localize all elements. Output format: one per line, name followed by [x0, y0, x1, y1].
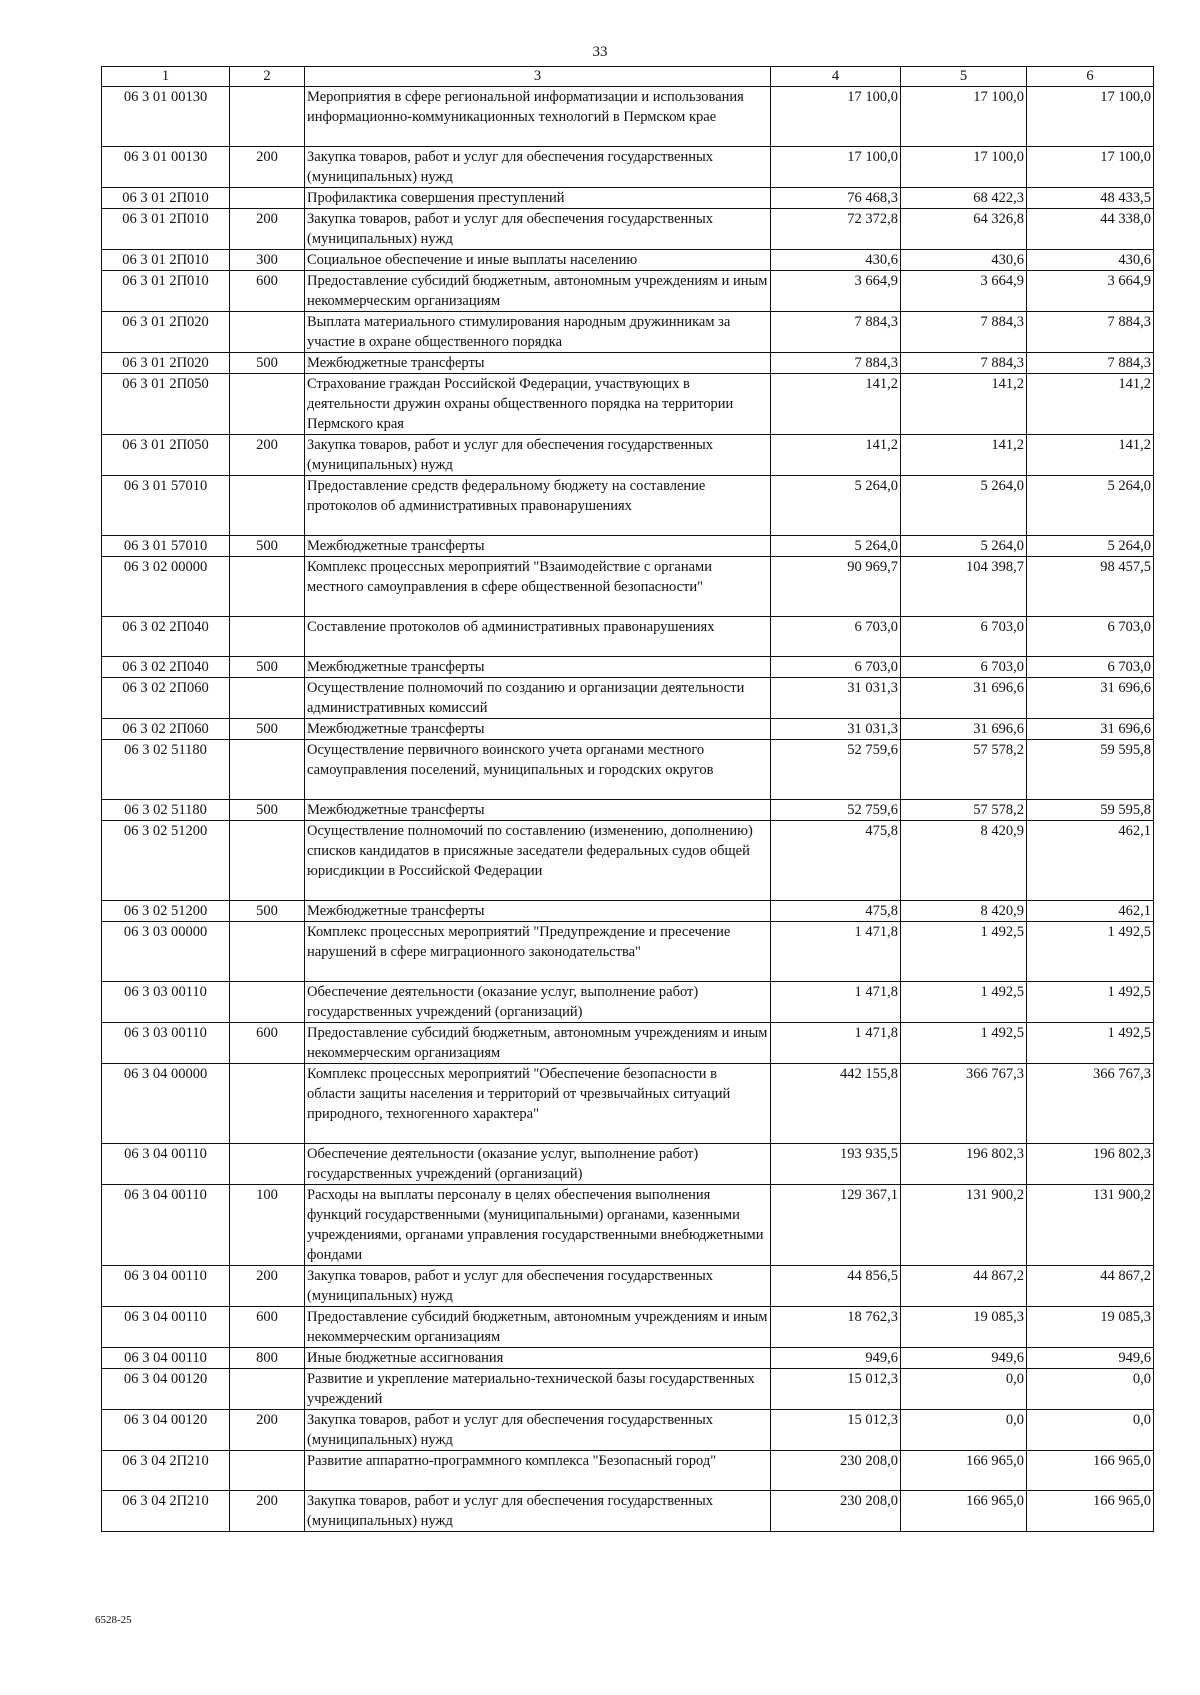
value-col6: 949,6 [1027, 1348, 1154, 1369]
value-col5: 6 703,0 [901, 657, 1027, 678]
value-col6: 59 595,8 [1027, 800, 1154, 821]
value-col6: 59 595,8 [1027, 740, 1154, 800]
expense-type [230, 312, 305, 353]
col-header-1: 1 [102, 67, 230, 87]
classification-code: 06 3 02 2П060 [102, 678, 230, 719]
classification-code: 06 3 01 2П050 [102, 435, 230, 476]
item-name: Социальное обеспечение и иные выплаты населению [305, 250, 771, 271]
budget-table-body [102, 87, 1154, 1532]
footer-code: 6528-25 [95, 1614, 132, 1626]
value-col6: 7 884,3 [1027, 353, 1154, 374]
table-row [102, 922, 1154, 982]
item-name: Межбюджетные трансферты [305, 353, 771, 374]
item-name: Расходы на выплаты персоналу в целях обеспечения выполнения функций государственными (муниципальными) органами, казенными учреждениями, органами управления государственными внебюджетными фондами [305, 1185, 771, 1266]
table-row [102, 1144, 1154, 1185]
value-col5: 31 696,6 [901, 678, 1027, 719]
table-row [102, 87, 1154, 147]
expense-type: 800 [230, 1348, 305, 1369]
expense-type: 500 [230, 657, 305, 678]
table-row [102, 982, 1154, 1023]
item-name: Межбюджетные трансферты [305, 901, 771, 922]
table-row [102, 374, 1154, 435]
col-header-3: 3 [305, 67, 771, 87]
value-col5: 1 492,5 [901, 922, 1027, 982]
value-col4: 230 208,0 [771, 1451, 901, 1491]
classification-code: 06 3 02 51200 [102, 821, 230, 901]
value-col6: 5 264,0 [1027, 536, 1154, 557]
item-name: Закупка товаров, работ и услуг для обеспечения государственных (муниципальных) нужд [305, 1491, 771, 1532]
col-header-2: 2 [230, 67, 305, 87]
value-col5: 64 326,8 [901, 209, 1027, 250]
item-name: Закупка товаров, работ и услуг для обеспечения государственных (муниципальных) нужд [305, 435, 771, 476]
table-row [102, 678, 1154, 719]
value-col5: 0,0 [901, 1369, 1027, 1410]
table-row [102, 1369, 1154, 1410]
value-col4: 475,8 [771, 901, 901, 922]
expense-type [230, 740, 305, 800]
value-col4: 1 471,8 [771, 1023, 901, 1064]
value-col5: 141,2 [901, 435, 1027, 476]
value-col4: 6 703,0 [771, 617, 901, 657]
item-name: Иные бюджетные ассигнования [305, 1348, 771, 1369]
table-row [102, 1491, 1154, 1532]
table-header-row [102, 67, 1154, 87]
classification-code: 06 3 02 51180 [102, 800, 230, 821]
item-name: Осуществление первичного воинского учета органами местного самоуправления поселений, муниципальных и городских округов [305, 740, 771, 800]
expense-type [230, 1144, 305, 1185]
value-col6: 462,1 [1027, 901, 1154, 922]
expense-type [230, 1064, 305, 1144]
expense-type [230, 374, 305, 435]
item-name: Мероприятия в сфере региональной информатизации и использования информационно-коммуникационных технологий в Пермском крае [305, 87, 771, 147]
value-col5: 5 264,0 [901, 536, 1027, 557]
value-col6: 0,0 [1027, 1410, 1154, 1451]
item-name: Закупка товаров, работ и услуг для обеспечения государственных (муниципальных) нужд [305, 1410, 771, 1451]
table-row [102, 1185, 1154, 1266]
item-name: Межбюджетные трансферты [305, 657, 771, 678]
classification-code: 06 3 04 00110 [102, 1307, 230, 1348]
classification-code: 06 3 03 00110 [102, 1023, 230, 1064]
item-name: Профилактика совершения преступлений [305, 188, 771, 209]
page-number: 33 [592, 44, 608, 60]
value-col4: 141,2 [771, 435, 901, 476]
item-name: Составление протоколов об административных правонарушениях [305, 617, 771, 657]
value-col4: 5 264,0 [771, 476, 901, 536]
item-name: Закупка товаров, работ и услуг для обеспечения государственных (муниципальных) нужд [305, 1266, 771, 1307]
value-col5: 7 884,3 [901, 312, 1027, 353]
table-row [102, 1451, 1154, 1491]
value-col6: 366 767,3 [1027, 1064, 1154, 1144]
item-name: Страхование граждан Российской Федерации, участвующих в деятельности дружин охраны общественного порядка на территории Пермского края [305, 374, 771, 435]
value-col5: 141,2 [901, 374, 1027, 435]
table-row [102, 536, 1154, 557]
table-row [102, 271, 1154, 312]
value-col4: 1 471,8 [771, 982, 901, 1023]
table-row [102, 557, 1154, 617]
item-name: Осуществление полномочий по составлению (изменению, дополнению) списков кандидатов в присяжные заседатели федеральных судов общей юрисдикции в Российской Федерации [305, 821, 771, 901]
col-header-4: 4 [771, 67, 901, 87]
value-col5: 104 398,7 [901, 557, 1027, 617]
expense-type: 100 [230, 1185, 305, 1266]
table-row [102, 1410, 1154, 1451]
item-name: Закупка товаров, работ и услуг для обеспечения государственных (муниципальных) нужд [305, 147, 771, 188]
classification-code: 06 3 02 2П040 [102, 617, 230, 657]
item-name: Предоставление средств федеральному бюджету на составление протоколов об административных правонарушениях [305, 476, 771, 536]
value-col4: 442 155,8 [771, 1064, 901, 1144]
table-row [102, 250, 1154, 271]
value-col4: 76 468,3 [771, 188, 901, 209]
value-col4: 52 759,6 [771, 800, 901, 821]
value-col6: 430,6 [1027, 250, 1154, 271]
item-name: Комплекс процессных мероприятий "Обеспечение безопасности в области защиты населения и территорий от чрезвычайных ситуаций природного, техногенного характера" [305, 1064, 771, 1144]
value-col5: 8 420,9 [901, 821, 1027, 901]
value-col6: 166 965,0 [1027, 1491, 1154, 1532]
expense-type: 200 [230, 1491, 305, 1532]
value-col4: 475,8 [771, 821, 901, 901]
item-name: Выплата материального стимулирования народным дружинникам за участие в охране общественного порядка [305, 312, 771, 353]
table-row [102, 476, 1154, 536]
value-col6: 3 664,9 [1027, 271, 1154, 312]
table-row [102, 147, 1154, 188]
value-col6: 17 100,0 [1027, 87, 1154, 147]
table-row [102, 1348, 1154, 1369]
value-col6: 1 492,5 [1027, 922, 1154, 982]
value-col5: 1 492,5 [901, 982, 1027, 1023]
item-name: Комплекс процессных мероприятий "Предупреждение и пресечение нарушений в сфере миграционного законодательства" [305, 922, 771, 982]
value-col6: 98 457,5 [1027, 557, 1154, 617]
value-col5: 7 884,3 [901, 353, 1027, 374]
expense-type: 500 [230, 719, 305, 740]
value-col5: 166 965,0 [901, 1491, 1027, 1532]
expense-type: 600 [230, 1023, 305, 1064]
table-row [102, 617, 1154, 657]
expense-type [230, 1369, 305, 1410]
value-col4: 7 884,3 [771, 353, 901, 374]
expense-type [230, 922, 305, 982]
table-row [102, 740, 1154, 800]
table-row [102, 435, 1154, 476]
expense-type: 600 [230, 271, 305, 312]
expense-type: 200 [230, 1266, 305, 1307]
expense-type: 600 [230, 1307, 305, 1348]
value-col6: 44 338,0 [1027, 209, 1154, 250]
value-col6: 1 492,5 [1027, 1023, 1154, 1064]
table-row [102, 719, 1154, 740]
value-col5: 19 085,3 [901, 1307, 1027, 1348]
expense-type [230, 678, 305, 719]
value-col6: 141,2 [1027, 374, 1154, 435]
classification-code: 06 3 01 2П020 [102, 353, 230, 374]
value-col6: 166 965,0 [1027, 1451, 1154, 1491]
classification-code: 06 3 01 00130 [102, 87, 230, 147]
classification-code: 06 3 01 2П020 [102, 312, 230, 353]
value-col4: 141,2 [771, 374, 901, 435]
value-col4: 72 372,8 [771, 209, 901, 250]
value-col6: 462,1 [1027, 821, 1154, 901]
value-col6: 196 802,3 [1027, 1144, 1154, 1185]
value-col4: 31 031,3 [771, 719, 901, 740]
value-col6: 31 696,6 [1027, 719, 1154, 740]
table-row [102, 1307, 1154, 1348]
value-col5: 949,6 [901, 1348, 1027, 1369]
value-col5: 44 867,2 [901, 1266, 1027, 1307]
value-col4: 430,6 [771, 250, 901, 271]
expense-type: 200 [230, 209, 305, 250]
item-name: Межбюджетные трансферты [305, 800, 771, 821]
classification-code: 06 3 04 00120 [102, 1369, 230, 1410]
value-col5: 57 578,2 [901, 800, 1027, 821]
table-row [102, 312, 1154, 353]
item-name: Обеспечение деятельности (оказание услуг, выполнение работ) государственных учреждений (организаций) [305, 1144, 771, 1185]
classification-code: 06 3 04 2П210 [102, 1491, 230, 1532]
expense-type [230, 87, 305, 147]
item-name: Закупка товаров, работ и услуг для обеспечения государственных (муниципальных) нужд [305, 209, 771, 250]
value-col5: 57 578,2 [901, 740, 1027, 800]
value-col4: 129 367,1 [771, 1185, 901, 1266]
value-col6: 31 696,6 [1027, 678, 1154, 719]
item-name: Развитие аппаратно-программного комплекса "Безопасный город" [305, 1451, 771, 1491]
expense-type: 500 [230, 800, 305, 821]
value-col6: 48 433,5 [1027, 188, 1154, 209]
value-col6: 0,0 [1027, 1369, 1154, 1410]
value-col5: 3 664,9 [901, 271, 1027, 312]
classification-code: 06 3 04 00110 [102, 1266, 230, 1307]
value-col4: 5 264,0 [771, 536, 901, 557]
value-col5: 31 696,6 [901, 719, 1027, 740]
expense-type: 500 [230, 536, 305, 557]
value-col6: 44 867,2 [1027, 1266, 1154, 1307]
table-row [102, 1064, 1154, 1144]
classification-code: 06 3 01 2П010 [102, 209, 230, 250]
value-col6: 7 884,3 [1027, 312, 1154, 353]
classification-code: 06 3 02 51180 [102, 740, 230, 800]
expense-type [230, 617, 305, 657]
value-col5: 1 492,5 [901, 1023, 1027, 1064]
expense-type: 200 [230, 147, 305, 188]
value-col5: 17 100,0 [901, 147, 1027, 188]
item-name: Обеспечение деятельности (оказание услуг, выполнение работ) государственных учреждений (организаций) [305, 982, 771, 1023]
classification-code: 06 3 02 00000 [102, 557, 230, 617]
item-name: Предоставление субсидий бюджетным, автономным учреждениям и иным некоммерческим организациям [305, 1307, 771, 1348]
classification-code: 06 3 01 2П010 [102, 188, 230, 209]
value-col4: 15 012,3 [771, 1410, 901, 1451]
item-name: Развитие и укрепление материально-технической базы государственных учреждений [305, 1369, 771, 1410]
value-col5: 8 420,9 [901, 901, 1027, 922]
classification-code: 06 3 04 00000 [102, 1064, 230, 1144]
expense-type [230, 982, 305, 1023]
expense-type [230, 188, 305, 209]
value-col6: 6 703,0 [1027, 657, 1154, 678]
classification-code: 06 3 04 00110 [102, 1348, 230, 1369]
value-col5: 0,0 [901, 1410, 1027, 1451]
expense-type: 500 [230, 353, 305, 374]
value-col4: 7 884,3 [771, 312, 901, 353]
table-row [102, 800, 1154, 821]
value-col4: 90 969,7 [771, 557, 901, 617]
expense-type [230, 821, 305, 901]
classification-code: 06 3 04 00110 [102, 1144, 230, 1185]
classification-code: 06 3 01 2П010 [102, 250, 230, 271]
classification-code: 06 3 01 57010 [102, 476, 230, 536]
value-col4: 3 664,9 [771, 271, 901, 312]
item-name: Предоставление субсидий бюджетным, автономным учреждениям и иным некоммерческим организациям [305, 1023, 771, 1064]
classification-code: 06 3 04 00110 [102, 1185, 230, 1266]
value-col6: 17 100,0 [1027, 147, 1154, 188]
table-row [102, 209, 1154, 250]
value-col4: 193 935,5 [771, 1144, 901, 1185]
value-col6: 141,2 [1027, 435, 1154, 476]
classification-code: 06 3 01 57010 [102, 536, 230, 557]
classification-code: 06 3 02 2П040 [102, 657, 230, 678]
col-header-5: 5 [901, 67, 1027, 87]
value-col4: 17 100,0 [771, 147, 901, 188]
classification-code: 06 3 01 2П010 [102, 271, 230, 312]
value-col4: 6 703,0 [771, 657, 901, 678]
value-col6: 5 264,0 [1027, 476, 1154, 536]
value-col5: 17 100,0 [901, 87, 1027, 147]
value-col5: 131 900,2 [901, 1185, 1027, 1266]
value-col4: 52 759,6 [771, 740, 901, 800]
expense-type [230, 557, 305, 617]
value-col5: 366 767,3 [901, 1064, 1027, 1144]
table-row [102, 901, 1154, 922]
table-row [102, 821, 1154, 901]
table-row [102, 657, 1154, 678]
item-name: Комплекс процессных мероприятий "Взаимодействие с органами местного самоуправления в сфере общественной безопасности" [305, 557, 771, 617]
classification-code: 06 3 02 51200 [102, 901, 230, 922]
expense-type: 500 [230, 901, 305, 922]
table-row [102, 1266, 1154, 1307]
value-col4: 230 208,0 [771, 1491, 901, 1532]
value-col6: 6 703,0 [1027, 617, 1154, 657]
item-name: Межбюджетные трансферты [305, 536, 771, 557]
classification-code: 06 3 04 00120 [102, 1410, 230, 1451]
value-col4: 1 471,8 [771, 922, 901, 982]
value-col4: 31 031,3 [771, 678, 901, 719]
expense-type [230, 1451, 305, 1491]
col-header-6: 6 [1027, 67, 1154, 87]
value-col4: 44 856,5 [771, 1266, 901, 1307]
expense-type [230, 476, 305, 536]
expense-type: 200 [230, 435, 305, 476]
table-row [102, 1023, 1154, 1064]
value-col6: 131 900,2 [1027, 1185, 1154, 1266]
table-row [102, 353, 1154, 374]
item-name: Предоставление субсидий бюджетным, автономным учреждениям и иным некоммерческим организациям [305, 271, 771, 312]
value-col4: 949,6 [771, 1348, 901, 1369]
value-col4: 18 762,3 [771, 1307, 901, 1348]
value-col5: 196 802,3 [901, 1144, 1027, 1185]
value-col6: 1 492,5 [1027, 982, 1154, 1023]
classification-code: 06 3 04 2П210 [102, 1451, 230, 1491]
classification-code: 06 3 01 2П050 [102, 374, 230, 435]
value-col4: 17 100,0 [771, 87, 901, 147]
value-col6: 19 085,3 [1027, 1307, 1154, 1348]
classification-code: 06 3 02 2П060 [102, 719, 230, 740]
budget-table [101, 66, 1154, 1532]
item-name: Межбюджетные трансферты [305, 719, 771, 740]
value-col4: 15 012,3 [771, 1369, 901, 1410]
classification-code: 06 3 03 00000 [102, 922, 230, 982]
table-row [102, 188, 1154, 209]
value-col5: 5 264,0 [901, 476, 1027, 536]
value-col5: 68 422,3 [901, 188, 1027, 209]
classification-code: 06 3 01 00130 [102, 147, 230, 188]
item-name: Осуществление полномочий по созданию и организации деятельности административных комиссий [305, 678, 771, 719]
value-col5: 166 965,0 [901, 1451, 1027, 1491]
expense-type: 200 [230, 1410, 305, 1451]
value-col5: 430,6 [901, 250, 1027, 271]
expense-type: 300 [230, 250, 305, 271]
value-col5: 6 703,0 [901, 617, 1027, 657]
classification-code: 06 3 03 00110 [102, 982, 230, 1023]
